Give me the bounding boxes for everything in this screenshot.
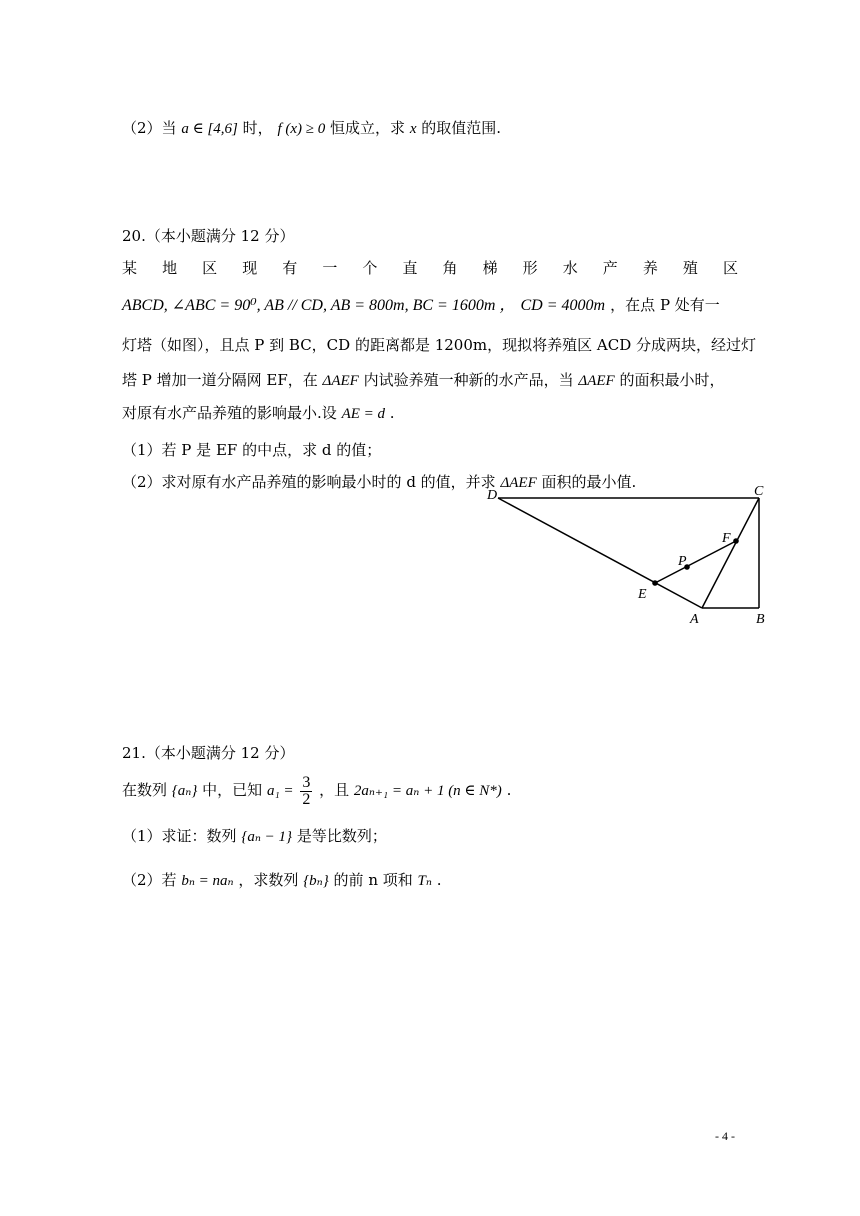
q21-sequence-minus-one: {aₙ − 1} [241,829,293,845]
q20-header: 20.（本小题满分 12 分） [122,227,295,245]
q21-bn-definition: bₙ = naₙ [181,873,234,889]
q19-part2-prefix: （2）当 [122,119,177,137]
label-e: E [638,587,647,602]
q20-part1: （1）若 P 是 EF 的中点，求 d 的值； [122,441,382,459]
q20-part2-triangle: ΔAEF [500,475,537,491]
q20-intro-char: 地 [162,259,178,277]
label-a: A [690,612,699,627]
q20-line4-c: 的面积最小时， [619,371,725,389]
q21-part1-a: （1）求证：数列 [122,827,237,845]
q21-a1: a₁ = [266,783,294,799]
q20-intro-char: 产 [602,259,618,277]
q20-line5-b: . [389,404,395,422]
q20-intro-char: 水 [562,259,578,277]
q20-intro-char: 现 [242,259,258,277]
point-e [652,580,658,586]
q20-intro-char: 直 [402,259,418,277]
q21-fraction [300,775,312,808]
q20-intro-char: 有 [282,259,298,277]
q20-line2 [122,295,720,316]
q20-line4-b: 内试验养殖一种新的水产品，当 [363,371,574,389]
fraction-numerator: 3 [302,773,311,791]
q19-part2-end: 的取值范围. [421,119,502,137]
q20-line5-a: 对原有水产品养殖的影响最小.设 [122,404,337,422]
q21-sequence-b: {bₙ} [303,873,329,889]
q21-part2-c: 的前 n 项和 [333,871,413,889]
q20-part2-b: 面积的最小值. [541,473,637,491]
segment-ef [655,541,736,583]
q20-intro-char: 养 [642,259,658,277]
q20-intro-char: 形 [522,259,538,277]
q21-sum-tn: Tₙ [417,873,432,889]
figure-lines [498,498,759,608]
q21-sequence-a: {aₙ} [171,783,198,799]
segment-ac [702,498,759,608]
q19-part2-suffix: 恒成立，求 [330,119,406,137]
q20-intro-char: 一 [322,259,338,277]
q20-intro-char: 殖 [682,259,698,277]
q20-intro-char: 梯 [482,259,498,277]
q21-header: 21.（本小题满分 12 分） [122,744,295,762]
q21-part2-d: . [436,871,442,889]
point-f [733,538,739,544]
q20-triangle-aef-2: ΔAEF [578,373,615,389]
q19-part2-mid: 时， [242,119,273,137]
label-f: F [722,531,731,546]
label-c: C [754,484,764,499]
q20-triangle-aef: ΔAEF [322,373,359,389]
q21-line1-b: 中，已知 [202,781,263,799]
q20-part2-a: （2）求对原有水产品养殖的影响最小时的 d 的值，并求 [122,473,496,491]
q21-part1 [122,826,387,847]
label-p: P [678,554,687,569]
q20-intro-char: 区 [722,259,738,277]
label-b: B [756,612,765,627]
q20-line4-a: 塔 P 增加一道分隔网 EF，在 [122,371,318,389]
q21-recurrence: 2aₙ₊₁ = aₙ + 1 (n ∈ N*) [353,783,502,799]
fraction-denominator: 2 [302,790,311,808]
q21-part2-b: ，求数列 [238,871,299,889]
q20-intro-char: 个 [362,259,378,277]
q19-part2 [122,118,501,139]
trapezoid-figure [480,478,780,628]
q19-inequality: f (x) ≥ 0 [277,121,326,137]
q20-intro-char: 某 [122,259,138,277]
q20-intro-char: 角 [442,259,458,277]
q19-condition: a ∈ [4,6] [181,121,238,137]
segment-da [498,498,702,608]
q20-line5 [122,403,395,424]
q20-line4 [122,370,725,391]
page-number: - 4 - [715,1129,735,1143]
q20-intro-char: 区 [202,259,218,277]
q21-line1-c: ，且 [319,781,350,799]
q20-intro-line [122,258,738,278]
q21-part1-b: 是等比数列； [296,827,387,845]
q20-ae-equals-d: AE = d [341,406,386,422]
q20-line3: 灯塔（如图），且点 P 到 BC，CD 的距离都是 1200m，现拟将养殖区 ACD 分成两块，经过灯 [122,336,756,354]
label-d: D [487,488,498,503]
q21-part2-a: （2）若 [122,871,177,889]
q21-line1 [122,772,511,809]
q20-given-math: ABCD, ∠ABC = 90⁰, AB // CD, AB = 800m, BC = 1600m ， [122,297,516,314]
q20-line2-text: ，在点 P 处有一 [610,296,720,314]
q21-line1-d: . [506,781,512,799]
q21-part2 [122,870,442,891]
q21-line1-a: 在数列 [122,781,168,799]
q19-variable: x [409,121,417,137]
q20-cd-length: CD = 4000m [520,297,606,314]
